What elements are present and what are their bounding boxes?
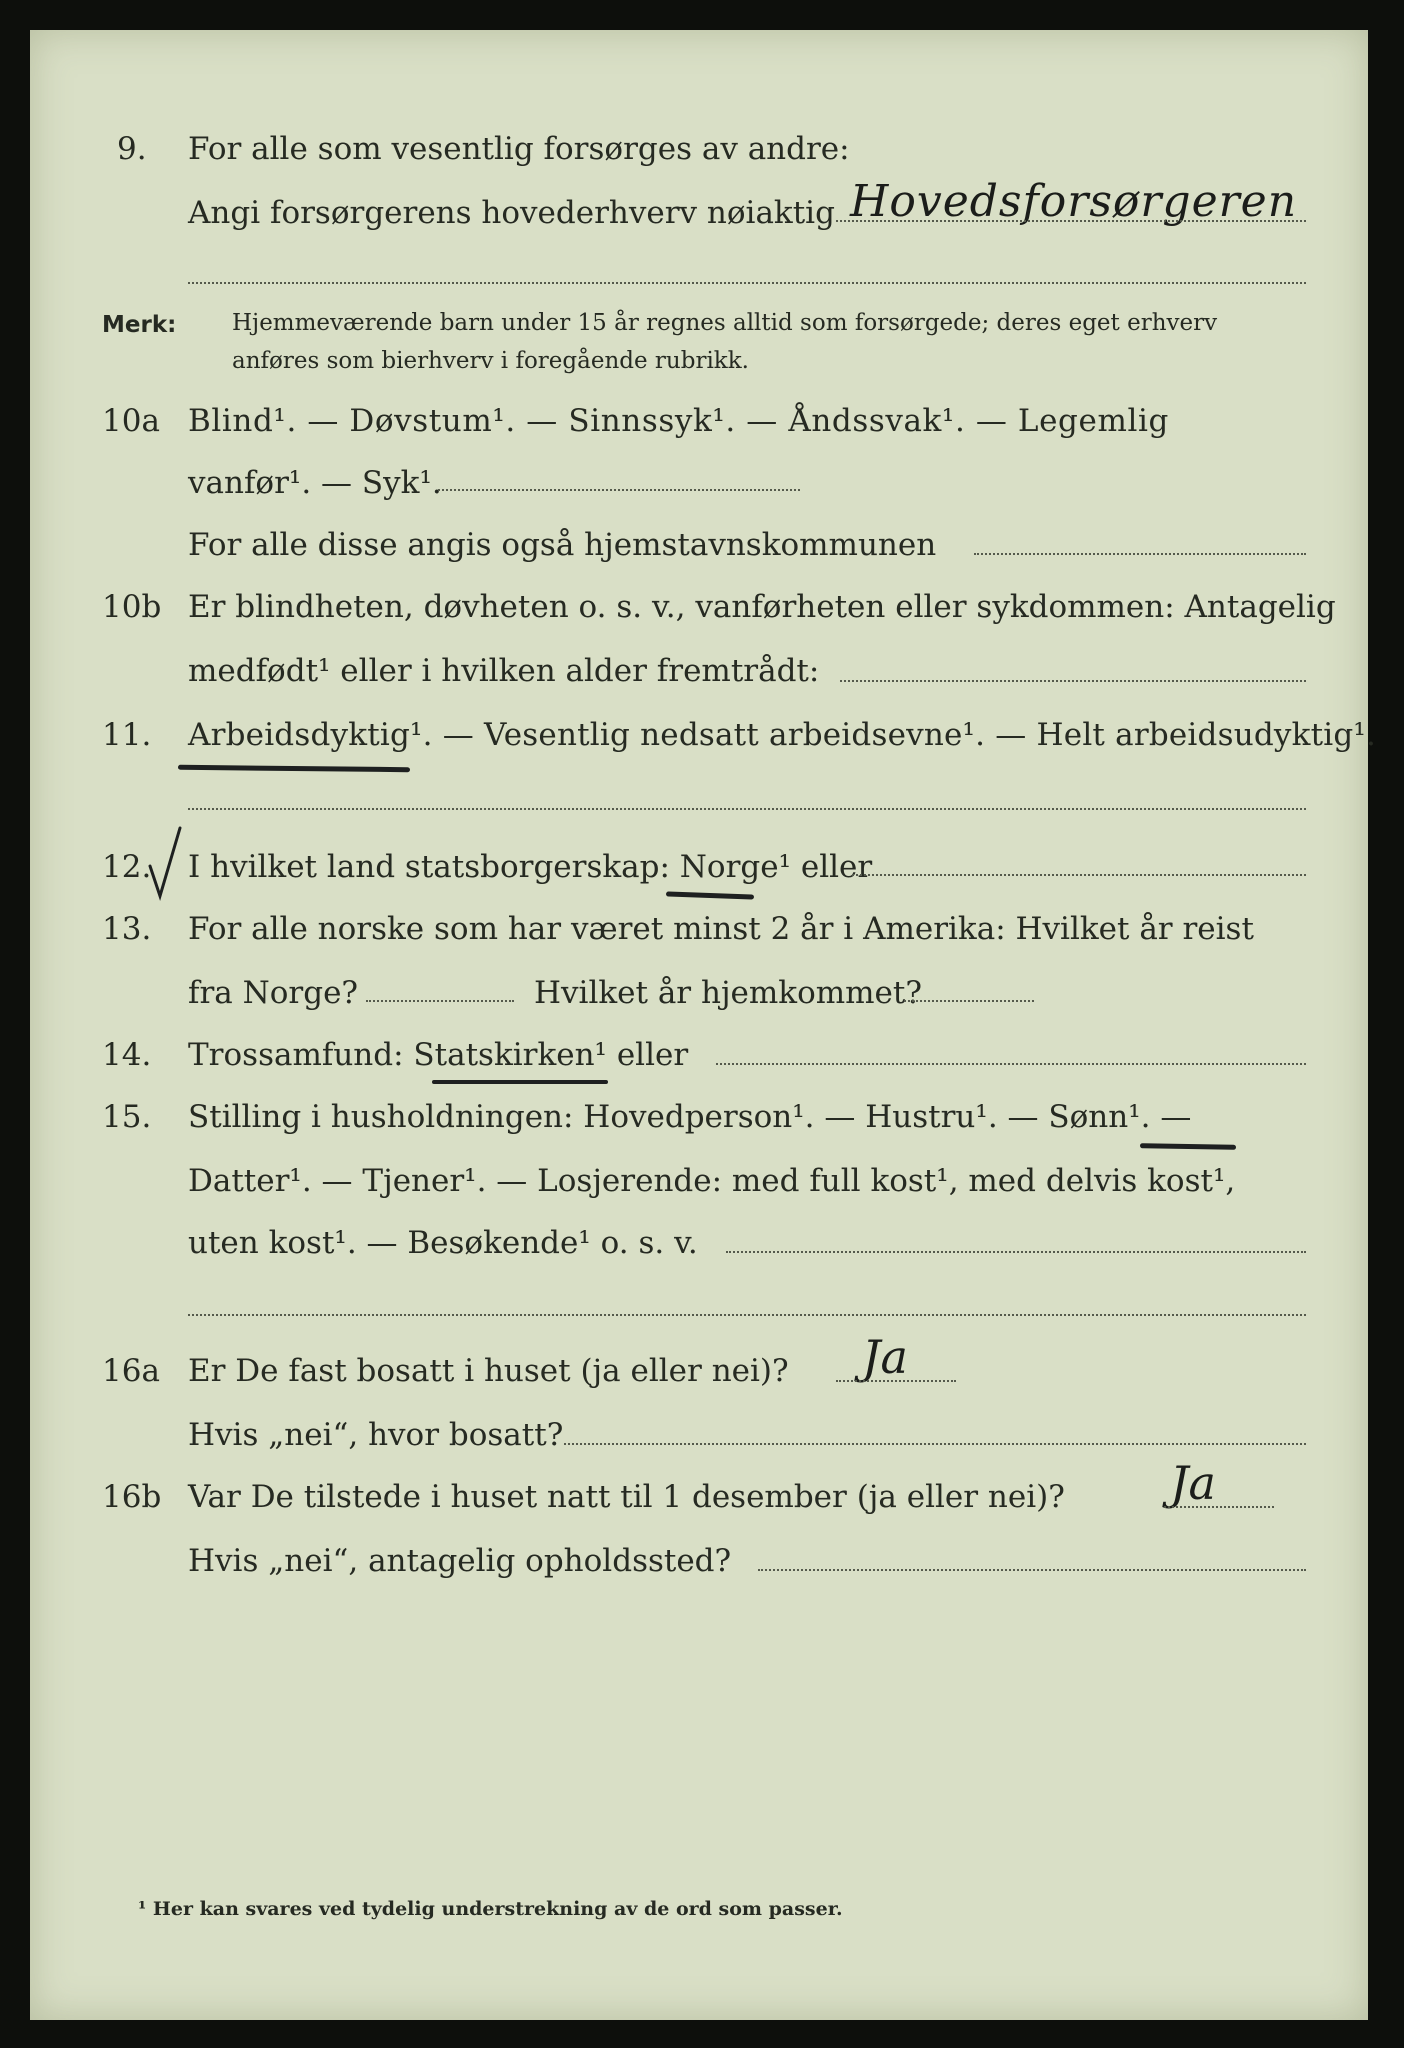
q10a-syk-line: [438, 489, 800, 491]
q11-underline-arbeidsdyktig: [178, 765, 410, 772]
q16b-number: 16b: [102, 1479, 162, 1515]
footnote: ¹ Her kan svares ved tydelig understrekning av de ord som passer.: [138, 1898, 843, 1920]
q9-number: 9.: [117, 131, 147, 167]
q16b-handwritten-answer: Ja: [1170, 1456, 1216, 1510]
merk-line2: anføres som bierhverv i foregående rubrikk.: [232, 348, 749, 374]
q15-answer-line: [726, 1251, 1306, 1253]
q16a-line2: Hvis „nei“, hvor bosatt?: [188, 1417, 564, 1453]
q10a-number: 10a: [102, 403, 160, 439]
q16b-answer-line: [1164, 1506, 1274, 1508]
q9-line1: For alle som vesentlig forsørges av andre:: [188, 131, 850, 167]
q14-answer-line: [716, 1063, 1306, 1065]
q15-line2: Datter¹. — Tjener¹. — Losjerende: med full kost¹, med delvis kost¹,: [188, 1163, 1236, 1199]
q16b-line2: Hvis „nei“, antagelig opholdssted?: [188, 1543, 732, 1579]
merk-label: Merk:: [102, 312, 177, 338]
q13-line2b: Hvilket år hjemkommet?: [534, 975, 922, 1011]
q15-underline-sonn: [1140, 1143, 1236, 1150]
q10b-answer-line: [840, 680, 1306, 682]
q15-line3: uten kost¹. — Besøkende¹ o. s. v.: [188, 1225, 698, 1261]
q9-answer-line: [836, 220, 1306, 222]
census-form-page: [30, 30, 1377, 2020]
q15-extra-line: [188, 1314, 1306, 1316]
q11-extra-line: [188, 808, 1306, 810]
q10a-line1: Blind¹. — Døvstum¹. — Sinnssyk¹. — Åndssvak¹. — Legemlig: [188, 403, 1169, 439]
q13-reist-line: [366, 1000, 514, 1002]
q16b-opholdssted-line: [758, 1569, 1306, 1571]
q16a-bosatt-line: [564, 1443, 1306, 1445]
merk-line1: Hjemmeværende barn under 15 år regnes alltid som forsørgede; deres eget erhverv: [232, 310, 1218, 336]
q10a-line2: vanfør¹. — Syk¹.: [188, 465, 442, 501]
q10b-line2: medfødt¹ eller i hvilken alder fremtrådt:: [188, 653, 820, 689]
q13-hjemkommet-line: [904, 1000, 1034, 1002]
q16a-handwritten-answer: Ja: [862, 1330, 908, 1384]
q16a-number: 16a: [102, 1353, 160, 1389]
q12-answer-line: [852, 874, 1306, 876]
q10a-hjemstavn-line: [974, 553, 1306, 555]
q12-number: 12.: [102, 849, 152, 885]
q10a-line3: For alle disse angis også hjemstavnskommunen: [188, 527, 937, 563]
q12-check-mark: [146, 822, 186, 902]
q16a-line1: Er De fast bosatt i huset (ja eller nei)?: [188, 1353, 789, 1389]
q9-line2: Angi forsørgerens hovederhverv nøiaktig: [188, 195, 835, 231]
q14-number: 14.: [102, 1037, 152, 1073]
q9-extra-line: [188, 282, 1306, 284]
q10b-line1: Er blindheten, døvheten o. s. v., vanførheten eller sykdommen: Antagelig: [188, 589, 1336, 625]
q12-text: I hvilket land statsborgerskap: Norge¹ eller: [188, 849, 873, 885]
q14-text: Trossamfund: Statskirken¹ eller: [188, 1037, 689, 1073]
q16b-line1: Var De tilstede i huset natt til 1 desember (ja eller nei)?: [188, 1479, 1065, 1515]
q14-underline-statskirken: [432, 1080, 608, 1084]
q16a-answer-line: [836, 1380, 956, 1382]
q11-text: Arbeidsdyktig¹. — Vesentlig nedsatt arbeidsevne¹. — Helt arbeidsudyktig¹.: [188, 717, 1377, 753]
q13-line1: For alle norske som har været minst 2 år i Amerika: Hvilket år reist: [188, 911, 1254, 947]
q9-handwritten-answer: Hovedsforsørgeren: [850, 176, 1298, 227]
q11-number: 11.: [102, 717, 152, 753]
q15-line1: Stilling i husholdningen: Hovedperson¹. — Hustru¹. — Sønn¹. —: [188, 1099, 1192, 1135]
q13-number: 13.: [102, 911, 152, 947]
q13-line2a: fra Norge?: [188, 975, 359, 1011]
q12-underline-norge: [666, 891, 754, 899]
q10b-number: 10b: [102, 589, 162, 625]
q15-number: 15.: [102, 1099, 152, 1135]
